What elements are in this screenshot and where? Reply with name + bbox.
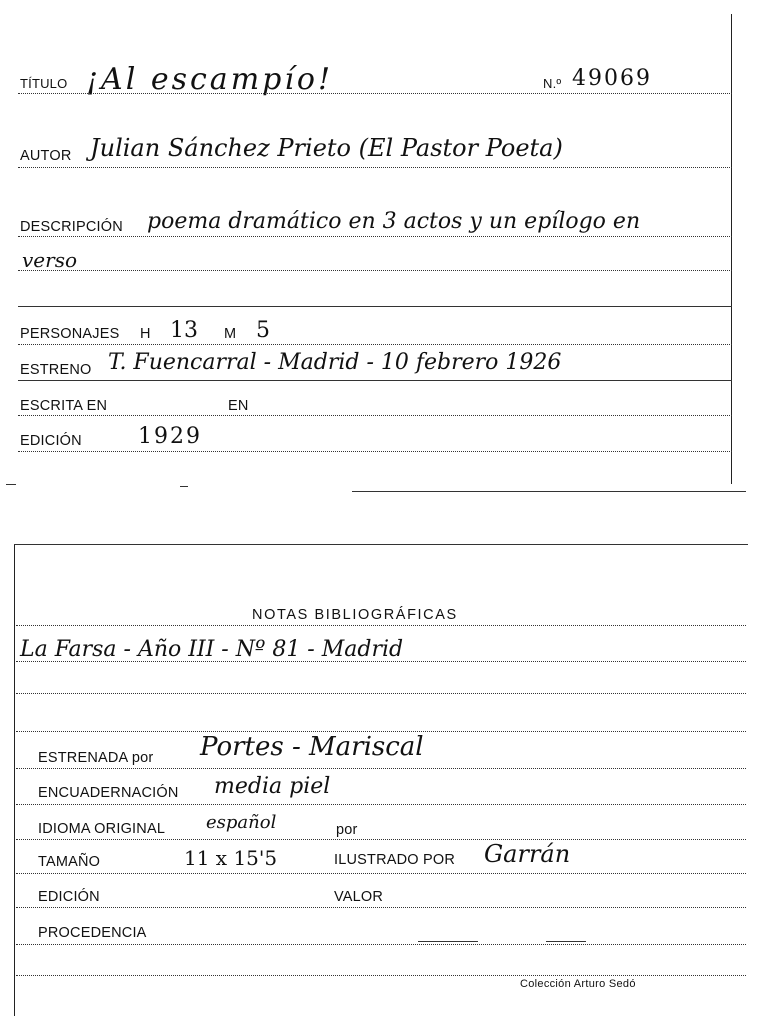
por-label: por — [336, 822, 358, 838]
autor-line — [18, 167, 732, 168]
titulo-line — [18, 93, 732, 94]
ilustrado-label: ILUSTRADO POR — [334, 852, 456, 868]
idioma-value: español — [206, 812, 277, 833]
tamano-label: TAMAÑO — [38, 854, 101, 870]
encuadernacion-label: ENCUADERNACIÓN — [38, 785, 179, 801]
coleccion-stamp: Colección Arturo Sedó — [520, 978, 636, 990]
h-label: H — [140, 326, 151, 342]
descripcion-value-line1: poema dramático en 3 actos y un epílogo en — [147, 209, 641, 234]
personajes-label: PERSONAJES — [20, 326, 120, 342]
bottom-edge-mark-3 — [352, 491, 746, 492]
escrita-en-label: ESCRITA EN — [20, 398, 108, 414]
idioma-label: IDIOMA ORIGINAL — [38, 821, 166, 837]
autor-label: AUTOR — [20, 148, 72, 164]
procedencia-label: PROCEDENCIA — [38, 925, 147, 941]
m-label: M — [224, 326, 237, 342]
notas-line-2 — [16, 693, 746, 694]
edicion-label-bottom: EDICIÓN — [38, 889, 100, 905]
tamano-line — [16, 873, 746, 874]
heading-line — [16, 625, 746, 626]
en-label: EN — [228, 398, 249, 414]
notas-heading: NOTAS BIBLIOGRÁFICAS — [252, 607, 458, 623]
valor-label: VALOR — [334, 889, 384, 905]
estrenada-line — [16, 768, 746, 769]
numero-label: N.º — [543, 76, 562, 91]
procedencia-mark-2 — [546, 941, 586, 942]
idioma-line — [16, 839, 746, 840]
personajes-line — [18, 344, 732, 345]
descripcion-value-line2: verso — [22, 248, 77, 272]
estrenada-value: Portes - Mariscal — [200, 732, 424, 762]
numero-value: 49069 — [572, 66, 652, 91]
descripcion-line-2 — [18, 270, 732, 271]
estreno-label: ESTRENO — [20, 362, 92, 378]
escrita-line — [18, 415, 732, 416]
titulo-value: ¡Al escampío! — [86, 62, 334, 97]
bottom-card-top-border — [14, 544, 748, 545]
m-value: 5 — [256, 318, 270, 343]
autor-value: Julian Sánchez Prieto (El Pastor Poeta) — [90, 134, 563, 162]
final-line — [16, 975, 746, 976]
titulo-label: TÍTULO — [20, 76, 68, 91]
descripcion-label: DESCRIPCIÓN — [20, 219, 123, 235]
estrenada-label: ESTRENADA por — [38, 750, 154, 766]
tamano-value: 11 x 15'5 — [184, 846, 278, 870]
separator-line — [18, 306, 732, 307]
notas-line-1 — [16, 661, 746, 662]
notas-value: La Farsa - Año III - Nº 81 - Madrid — [20, 637, 404, 662]
bottom-edge-mark-2 — [180, 486, 188, 487]
encuadernacion-value: media piel — [214, 774, 331, 799]
edicion-line-bottom — [16, 907, 746, 908]
edicion-line — [18, 451, 732, 452]
ilustrado-value: Garrán — [484, 840, 571, 868]
edicion-value: 1929 — [138, 424, 202, 449]
procedencia-line — [16, 944, 746, 945]
bottom-edge-mark-1 — [6, 484, 16, 485]
top-card-right-border — [731, 14, 732, 484]
descripcion-line — [18, 236, 732, 237]
edicion-label: EDICIÓN — [20, 433, 82, 449]
procedencia-mark-1 — [418, 941, 478, 942]
h-value: 13 — [170, 318, 198, 343]
estreno-value: T. Fuencarral - Madrid - 10 febrero 1926 — [108, 350, 562, 375]
estreno-line — [18, 380, 732, 381]
bottom-card-left-border — [14, 544, 15, 1016]
encuadernacion-line — [16, 804, 746, 805]
